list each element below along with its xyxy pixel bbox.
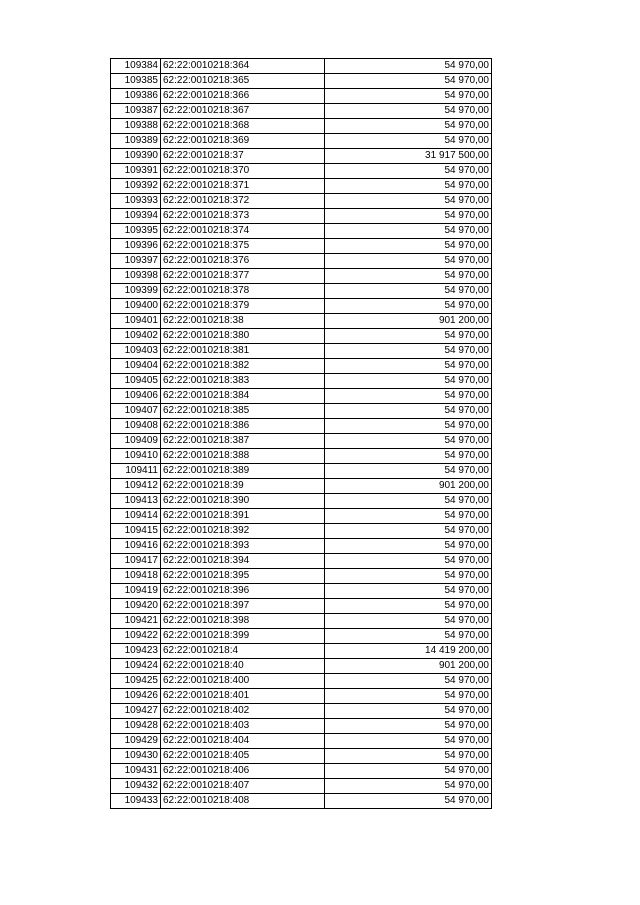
cadastral-number-cell: 62:22:0010218:39	[161, 479, 325, 494]
value-cell: 54 970,00	[325, 434, 492, 449]
table-row	[111, 344, 492, 359]
value-cell: 54 970,00	[325, 134, 492, 149]
table-row	[111, 164, 492, 179]
row-number-cell: 109402	[111, 329, 161, 344]
value-cell: 54 970,00	[325, 374, 492, 389]
row-number-cell: 109394	[111, 209, 161, 224]
row-number-cell: 109423	[111, 644, 161, 659]
table-row	[111, 299, 492, 314]
value-cell: 901 200,00	[325, 314, 492, 329]
cadastral-number-cell: 62:22:0010218:368	[161, 119, 325, 134]
row-number-cell: 109397	[111, 254, 161, 269]
cadastral-number-cell: 62:22:0010218:375	[161, 239, 325, 254]
row-number-cell: 109419	[111, 584, 161, 599]
value-cell: 54 970,00	[325, 344, 492, 359]
value-cell: 54 970,00	[325, 419, 492, 434]
table-row	[111, 764, 492, 779]
cadastral-number-cell: 62:22:0010218:384	[161, 389, 325, 404]
row-number-cell: 109430	[111, 749, 161, 764]
value-cell: 54 970,00	[325, 494, 492, 509]
table-row	[111, 779, 492, 794]
value-cell: 54 970,00	[325, 539, 492, 554]
row-number-cell: 109403	[111, 344, 161, 359]
cadastral-number-cell: 62:22:0010218:401	[161, 689, 325, 704]
cadastral-number-cell: 62:22:0010218:373	[161, 209, 325, 224]
row-number-cell: 109405	[111, 374, 161, 389]
cadastral-number-cell: 62:22:0010218:379	[161, 299, 325, 314]
row-number-cell: 109396	[111, 239, 161, 254]
value-cell: 54 970,00	[325, 779, 492, 794]
row-number-cell: 109384	[111, 59, 161, 74]
table-row	[111, 404, 492, 419]
value-cell: 54 970,00	[325, 89, 492, 104]
table-row	[111, 179, 492, 194]
row-number-cell: 109409	[111, 434, 161, 449]
table-row	[111, 569, 492, 584]
cadastral-number-cell: 62:22:0010218:395	[161, 569, 325, 584]
row-number-cell: 109415	[111, 524, 161, 539]
table-row	[111, 599, 492, 614]
row-number-cell: 109431	[111, 764, 161, 779]
table-row	[111, 584, 492, 599]
cadastral-value-table	[110, 58, 492, 809]
value-cell: 54 970,00	[325, 194, 492, 209]
value-cell: 54 970,00	[325, 764, 492, 779]
row-number-cell: 109388	[111, 119, 161, 134]
document-page	[110, 58, 491, 809]
table-row	[111, 449, 492, 464]
cadastral-number-cell: 62:22:0010218:38	[161, 314, 325, 329]
cadastral-number-cell: 62:22:0010218:400	[161, 674, 325, 689]
cadastral-number-cell: 62:22:0010218:389	[161, 464, 325, 479]
value-cell: 54 970,00	[325, 629, 492, 644]
table-body	[111, 59, 492, 809]
table-row	[111, 494, 492, 509]
value-cell: 54 970,00	[325, 719, 492, 734]
table-row	[111, 209, 492, 224]
row-number-cell: 109410	[111, 449, 161, 464]
cadastral-number-cell: 62:22:0010218:377	[161, 269, 325, 284]
value-cell: 54 970,00	[325, 554, 492, 569]
row-number-cell: 109406	[111, 389, 161, 404]
value-cell: 54 970,00	[325, 179, 492, 194]
cadastral-number-cell: 62:22:0010218:374	[161, 224, 325, 239]
cadastral-number-cell: 62:22:0010218:381	[161, 344, 325, 359]
value-cell: 54 970,00	[325, 209, 492, 224]
table-row	[111, 284, 492, 299]
row-number-cell: 109425	[111, 674, 161, 689]
value-cell: 14 419 200,00	[325, 644, 492, 659]
row-number-cell: 109428	[111, 719, 161, 734]
table-row	[111, 644, 492, 659]
value-cell: 54 970,00	[325, 464, 492, 479]
table-row	[111, 359, 492, 374]
cadastral-number-cell: 62:22:0010218:364	[161, 59, 325, 74]
cadastral-number-cell: 62:22:0010218:394	[161, 554, 325, 569]
row-number-cell: 109392	[111, 179, 161, 194]
value-cell: 54 970,00	[325, 119, 492, 134]
cadastral-number-cell: 62:22:0010218:371	[161, 179, 325, 194]
cadastral-number-cell: 62:22:0010218:378	[161, 284, 325, 299]
row-number-cell: 109417	[111, 554, 161, 569]
row-number-cell: 109424	[111, 659, 161, 674]
table-row	[111, 794, 492, 809]
cadastral-number-cell: 62:22:0010218:367	[161, 104, 325, 119]
row-number-cell: 109413	[111, 494, 161, 509]
value-cell: 54 970,00	[325, 239, 492, 254]
value-cell: 54 970,00	[325, 794, 492, 809]
value-cell: 54 970,00	[325, 524, 492, 539]
value-cell: 54 970,00	[325, 329, 492, 344]
value-cell: 54 970,00	[325, 254, 492, 269]
row-number-cell: 109414	[111, 509, 161, 524]
row-number-cell: 109395	[111, 224, 161, 239]
value-cell: 54 970,00	[325, 104, 492, 119]
cadastral-number-cell: 62:22:0010218:404	[161, 734, 325, 749]
table-row	[111, 194, 492, 209]
cadastral-number-cell: 62:22:0010218:387	[161, 434, 325, 449]
cadastral-number-cell: 62:22:0010218:37	[161, 149, 325, 164]
table-row	[111, 689, 492, 704]
row-number-cell: 109386	[111, 89, 161, 104]
table-row	[111, 629, 492, 644]
value-cell: 54 970,00	[325, 164, 492, 179]
row-number-cell: 109389	[111, 134, 161, 149]
cadastral-number-cell: 62:22:0010218:399	[161, 629, 325, 644]
row-number-cell: 109422	[111, 629, 161, 644]
row-number-cell: 109421	[111, 614, 161, 629]
table-row	[111, 659, 492, 674]
row-number-cell: 109412	[111, 479, 161, 494]
cadastral-number-cell: 62:22:0010218:386	[161, 419, 325, 434]
cadastral-number-cell: 62:22:0010218:397	[161, 599, 325, 614]
cadastral-number-cell: 62:22:0010218:405	[161, 749, 325, 764]
table-row	[111, 104, 492, 119]
value-cell: 54 970,00	[325, 689, 492, 704]
cadastral-number-cell: 62:22:0010218:40	[161, 659, 325, 674]
table-row	[111, 539, 492, 554]
table-row	[111, 704, 492, 719]
value-cell: 54 970,00	[325, 404, 492, 419]
row-number-cell: 109416	[111, 539, 161, 554]
table-row	[111, 59, 492, 74]
cadastral-number-cell: 62:22:0010218:393	[161, 539, 325, 554]
table-row	[111, 74, 492, 89]
table-row	[111, 389, 492, 404]
cadastral-number-cell: 62:22:0010218:391	[161, 509, 325, 524]
table-row	[111, 314, 492, 329]
table-row	[111, 119, 492, 134]
value-cell: 54 970,00	[325, 389, 492, 404]
value-cell: 54 970,00	[325, 599, 492, 614]
value-cell: 54 970,00	[325, 224, 492, 239]
cadastral-number-cell: 62:22:0010218:408	[161, 794, 325, 809]
row-number-cell: 109390	[111, 149, 161, 164]
cadastral-number-cell: 62:22:0010218:392	[161, 524, 325, 539]
table-row	[111, 479, 492, 494]
row-number-cell: 109399	[111, 284, 161, 299]
row-number-cell: 109411	[111, 464, 161, 479]
value-cell: 901 200,00	[325, 479, 492, 494]
table-row	[111, 224, 492, 239]
value-cell: 54 970,00	[325, 569, 492, 584]
row-number-cell: 109426	[111, 689, 161, 704]
value-cell: 54 970,00	[325, 749, 492, 764]
value-cell: 901 200,00	[325, 659, 492, 674]
table-row	[111, 329, 492, 344]
table-row	[111, 614, 492, 629]
cadastral-number-cell: 62:22:0010218:383	[161, 374, 325, 389]
row-number-cell: 109404	[111, 359, 161, 374]
table-row	[111, 269, 492, 284]
table-row	[111, 89, 492, 104]
cadastral-number-cell: 62:22:0010218:406	[161, 764, 325, 779]
cadastral-number-cell: 62:22:0010218:380	[161, 329, 325, 344]
row-number-cell: 109418	[111, 569, 161, 584]
cadastral-number-cell: 62:22:0010218:396	[161, 584, 325, 599]
row-number-cell: 109432	[111, 779, 161, 794]
row-number-cell: 109427	[111, 704, 161, 719]
value-cell: 54 970,00	[325, 299, 492, 314]
row-number-cell: 109401	[111, 314, 161, 329]
cadastral-number-cell: 62:22:0010218:372	[161, 194, 325, 209]
row-number-cell: 109408	[111, 419, 161, 434]
value-cell: 54 970,00	[325, 614, 492, 629]
value-cell: 54 970,00	[325, 584, 492, 599]
table-row	[111, 524, 492, 539]
value-cell: 54 970,00	[325, 269, 492, 284]
table-row	[111, 134, 492, 149]
table-row	[111, 254, 492, 269]
value-cell: 54 970,00	[325, 74, 492, 89]
value-cell: 54 970,00	[325, 734, 492, 749]
row-number-cell: 109429	[111, 734, 161, 749]
table-row	[111, 434, 492, 449]
table-row	[111, 719, 492, 734]
row-number-cell: 109420	[111, 599, 161, 614]
table-row	[111, 674, 492, 689]
table-row	[111, 374, 492, 389]
row-number-cell: 109385	[111, 74, 161, 89]
cadastral-number-cell: 62:22:0010218:382	[161, 359, 325, 374]
value-cell: 54 970,00	[325, 284, 492, 299]
value-cell: 31 917 500,00	[325, 149, 492, 164]
row-number-cell: 109400	[111, 299, 161, 314]
cadastral-number-cell: 62:22:0010218:4	[161, 644, 325, 659]
value-cell: 54 970,00	[325, 59, 492, 74]
table-row	[111, 239, 492, 254]
table-row	[111, 749, 492, 764]
cadastral-number-cell: 62:22:0010218:402	[161, 704, 325, 719]
cadastral-number-cell: 62:22:0010218:407	[161, 779, 325, 794]
row-number-cell: 109391	[111, 164, 161, 179]
cadastral-number-cell: 62:22:0010218:385	[161, 404, 325, 419]
cadastral-number-cell: 62:22:0010218:403	[161, 719, 325, 734]
cadastral-number-cell: 62:22:0010218:370	[161, 164, 325, 179]
row-number-cell: 109398	[111, 269, 161, 284]
row-number-cell: 109407	[111, 404, 161, 419]
value-cell: 54 970,00	[325, 704, 492, 719]
cadastral-number-cell: 62:22:0010218:398	[161, 614, 325, 629]
table-row	[111, 509, 492, 524]
cadastral-number-cell: 62:22:0010218:390	[161, 494, 325, 509]
value-cell: 54 970,00	[325, 359, 492, 374]
table-row	[111, 734, 492, 749]
cadastral-number-cell: 62:22:0010218:365	[161, 74, 325, 89]
value-cell: 54 970,00	[325, 509, 492, 524]
table-row	[111, 419, 492, 434]
table-row	[111, 554, 492, 569]
row-number-cell: 109433	[111, 794, 161, 809]
table-row	[111, 464, 492, 479]
row-number-cell: 109387	[111, 104, 161, 119]
cadastral-number-cell: 62:22:0010218:376	[161, 254, 325, 269]
table-row	[111, 149, 492, 164]
value-cell: 54 970,00	[325, 449, 492, 464]
cadastral-number-cell: 62:22:0010218:366	[161, 89, 325, 104]
row-number-cell: 109393	[111, 194, 161, 209]
cadastral-number-cell: 62:22:0010218:388	[161, 449, 325, 464]
value-cell: 54 970,00	[325, 674, 492, 689]
cadastral-number-cell: 62:22:0010218:369	[161, 134, 325, 149]
